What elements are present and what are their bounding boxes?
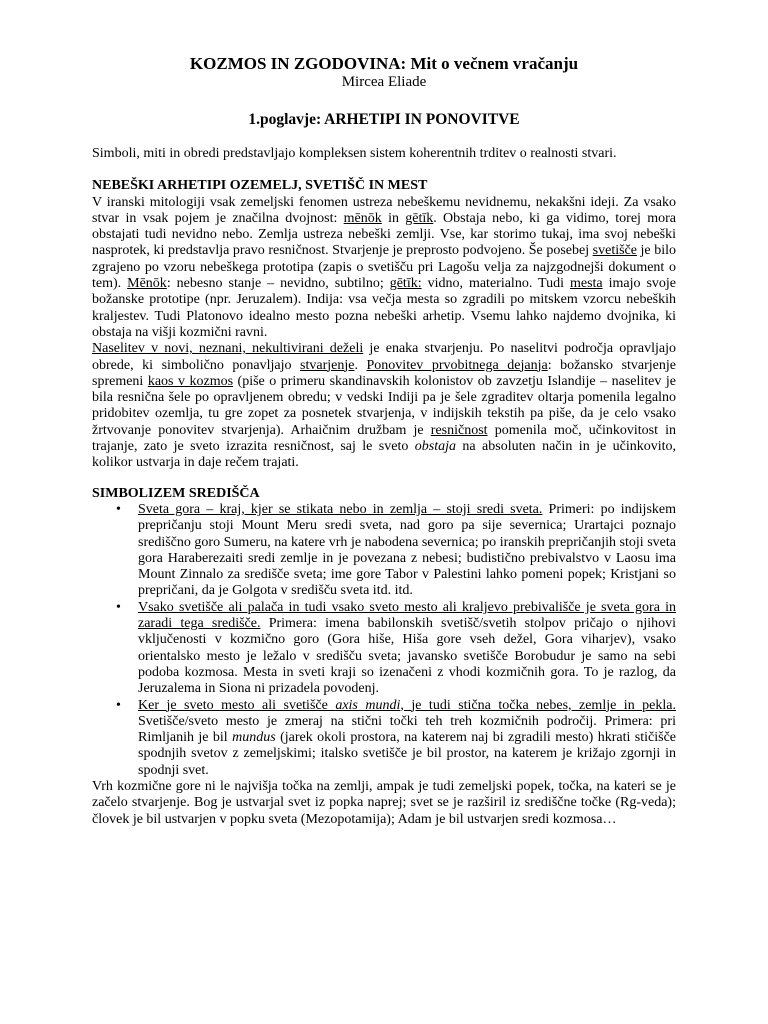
text-span: : božansko stvarjenje spremeni: [92, 357, 677, 389]
chapter-heading: 1.poglavje: ARHETIPI IN PONOVITVE: [248, 111, 520, 128]
list-item: [138, 600, 676, 698]
text-span: je enaka stvarjenju. Po naselitvi področja opravljajo obrede, ki simbolično ponavljajo: [92, 341, 677, 373]
term-axis-mundi: axis mundi: [335, 697, 401, 713]
closing-paragraph: Vrh kozmične gore ni le najvišja točka na zemlji, ampak je tudi zemeljski popek, točka, na kateri se je začelo stvarjenje. Bog je ustvarjal svet iz popka naprej; svet se je razširil iz središčne točke (Rg-veda); človek je bil ustvarjen v popku sveta (Mezopotamija); Adam je bil ustvarjen sredi kozmosa…: [92, 778, 676, 827]
document-title: KOZMOS IN ZGODOVINA: Mit o večnem vračanju: [189, 54, 579, 73]
text-span: in: [381, 210, 406, 226]
paragraph-iranian-mythology: [92, 195, 676, 342]
bullet-lead: Vsako svetišče ali palača in tudi vsako sveto mesto ali kraljevo prebivališče je sveta gora in zaradi tega središče.: [138, 599, 676, 632]
intro-paragraph: Simboli, miti in obredi predstavljajo kompleksen sistem koherentnih trditev o realnosti stvari.: [92, 146, 617, 161]
paragraph-settlement: [92, 341, 676, 471]
text-span: na absoluten način in je učinkovito, kolikor ustvarja in daje rečem trajati.: [92, 439, 676, 471]
term-menok-2: Mēnōk: [127, 276, 167, 292]
author-name: Mircea Eliade: [341, 74, 427, 90]
text-span: . Obstaja nebo, ki ga vidimo, torej mora obstajati tudi nevidno nebo. Zemlja ustreza nebeški zemlji. Vse, kar storimo tukaj, ima svoj nebeški nasprotek, ki predstavlja pravo resničnost. Stvarjenje je preprosto podvojeno. Še posebej: [92, 210, 676, 259]
text-span: (jarek okoli prostora, na katerem naj bi zgradili mesto) hkrati stičišče spodnjih svetov z zemeljskimi; italsko svetišče je bil prostor, na katerem je križajo zgornji in spodnji svet.: [138, 730, 677, 778]
text-span: V iranski mitologiji vsak zemeljski fenomen ustreza nebeškemu nevidnemu, nekakšni ideji. Za vsako stvar in vsak pojem je značilna dvojnost:: [92, 194, 676, 226]
text-span: : nebesno stanje – nevidno, subtilno;: [166, 276, 390, 292]
text-span: Ker je sveto mesto ali svetišče: [138, 697, 336, 713]
term-svetisce: svetišče: [592, 243, 637, 259]
text-span: imajo svoje božanske prototipe (npr. Jeruzalem). Indija: vsa večja mesta so zgradili po mitskem vzorcu nebeških kraljestev. Tudi Platonovo idealno mesto pozna nebeški arhetip. Vsemu lahko najdemo dvojnika, ki obstaja na višji kozmični ravni.: [92, 276, 677, 340]
section-heading-center-symbolism: SIMBOLIZEM SREDIŠČA: [92, 485, 260, 501]
term-naselitev: Naselitev v novi, neznani, nekultivirani deželi: [92, 341, 364, 357]
term-kaos-v-kozmos: kaos v kozmos: [147, 373, 234, 389]
text-span: je bilo zgrajeno po vzoru nebeškega prototipa (zapis o svetišču pri Lagošu velja za najzgodnejši dokument o tem).: [92, 243, 676, 292]
list-item: [138, 698, 676, 779]
term-obstaja: obstaja: [414, 439, 456, 455]
text-span: pomenila moč, učinkovitost in trajanje, zato je sveto izrazita resničnost, saj le sveto: [92, 422, 677, 455]
text-span: , je tudi stična točka nebes, zemlje in pekla.: [400, 697, 676, 713]
text-span: Primera: imena babilonskih svetišč/svetih stolpov pričajo o njihovi vključenosti v kozmično goro (Gora hiše, Hiša gore vseh dežel, Gora viharjev), vsako orientalsko mesto je ležalo v središču sveta; javansko svetišče Borobudur je samo na sebi podoba kozmosa. Mesta in sveti kraji so izenačeni z vhodi kozmičnih gora. To je razlog, da Jeruzalema in Siona ni prizadela povodenj.: [138, 616, 676, 697]
term-mundus: mundus: [232, 730, 276, 746]
bullet-list: [92, 502, 676, 779]
text-span: Primeri: po indijskem prepričanju stoji Mount Meru sredi sveta, nad goro pa sije severnica; Urartajci poznajo središčno goro Sumeru, na katere vrh je nabodena severnica; po iranskih prepričanjih stoji sveta gora Haraberezaiti sredi zemlje in je povezana z nebesi; budistično prebivalstvo v Laosu ima Mount Zinnalo za središče sveta; ime gore Tabor v Palestini lahko pomeni popek; Kristjani so prepričani, da je Golgota v središču sveta itd. itd.: [138, 501, 676, 599]
bullet-lead: Sveta gora – kraj, kjer se stikata nebo in zemlja – stoji sredi sveta.: [138, 501, 543, 517]
text-span: .: [354, 357, 367, 373]
term-getik: gētīk: [405, 210, 434, 226]
term-menok: mēnōk: [343, 210, 382, 226]
bullet-lead: [138, 698, 676, 713]
term-getik-2: gētīk:: [389, 276, 422, 292]
term-stvarjenje: stvarjenje: [300, 357, 355, 373]
term-resnicnost: resničnost: [430, 422, 488, 438]
list-item: [138, 502, 676, 600]
text-span: (piše o primeru skandinavskih kolonistov ob zavzetju Islandije – naselitev je bila resnična šele po opravljenem obredu; v vedski Indiji pa je šele zgraditev oltarja pomenila legalno pridobitev ozemlja, tu gre zopet za posnetek stvarjenja, v indijskih tekstih pa piše, da je celo vsako žrtvovanje ponovitev stvarjenja). Arhaičnim družbam je: [92, 373, 676, 438]
section-heading-archetypes: NEBEŠKI ARHETIPI OZEMELJ, SVETIŠČ IN MEST: [92, 178, 428, 194]
term-mesta: mesta: [569, 276, 603, 292]
text-span: Svetišče/sveto mesto je zmeraj na stični točki teh treh kozmičnih področij. Primera: pri Rimljanih je bil: [138, 713, 676, 746]
text-span: vidno, materialno. Tudi: [421, 276, 570, 292]
term-ponovitev: Ponovitev prvobitnega dejanja: [366, 357, 548, 373]
